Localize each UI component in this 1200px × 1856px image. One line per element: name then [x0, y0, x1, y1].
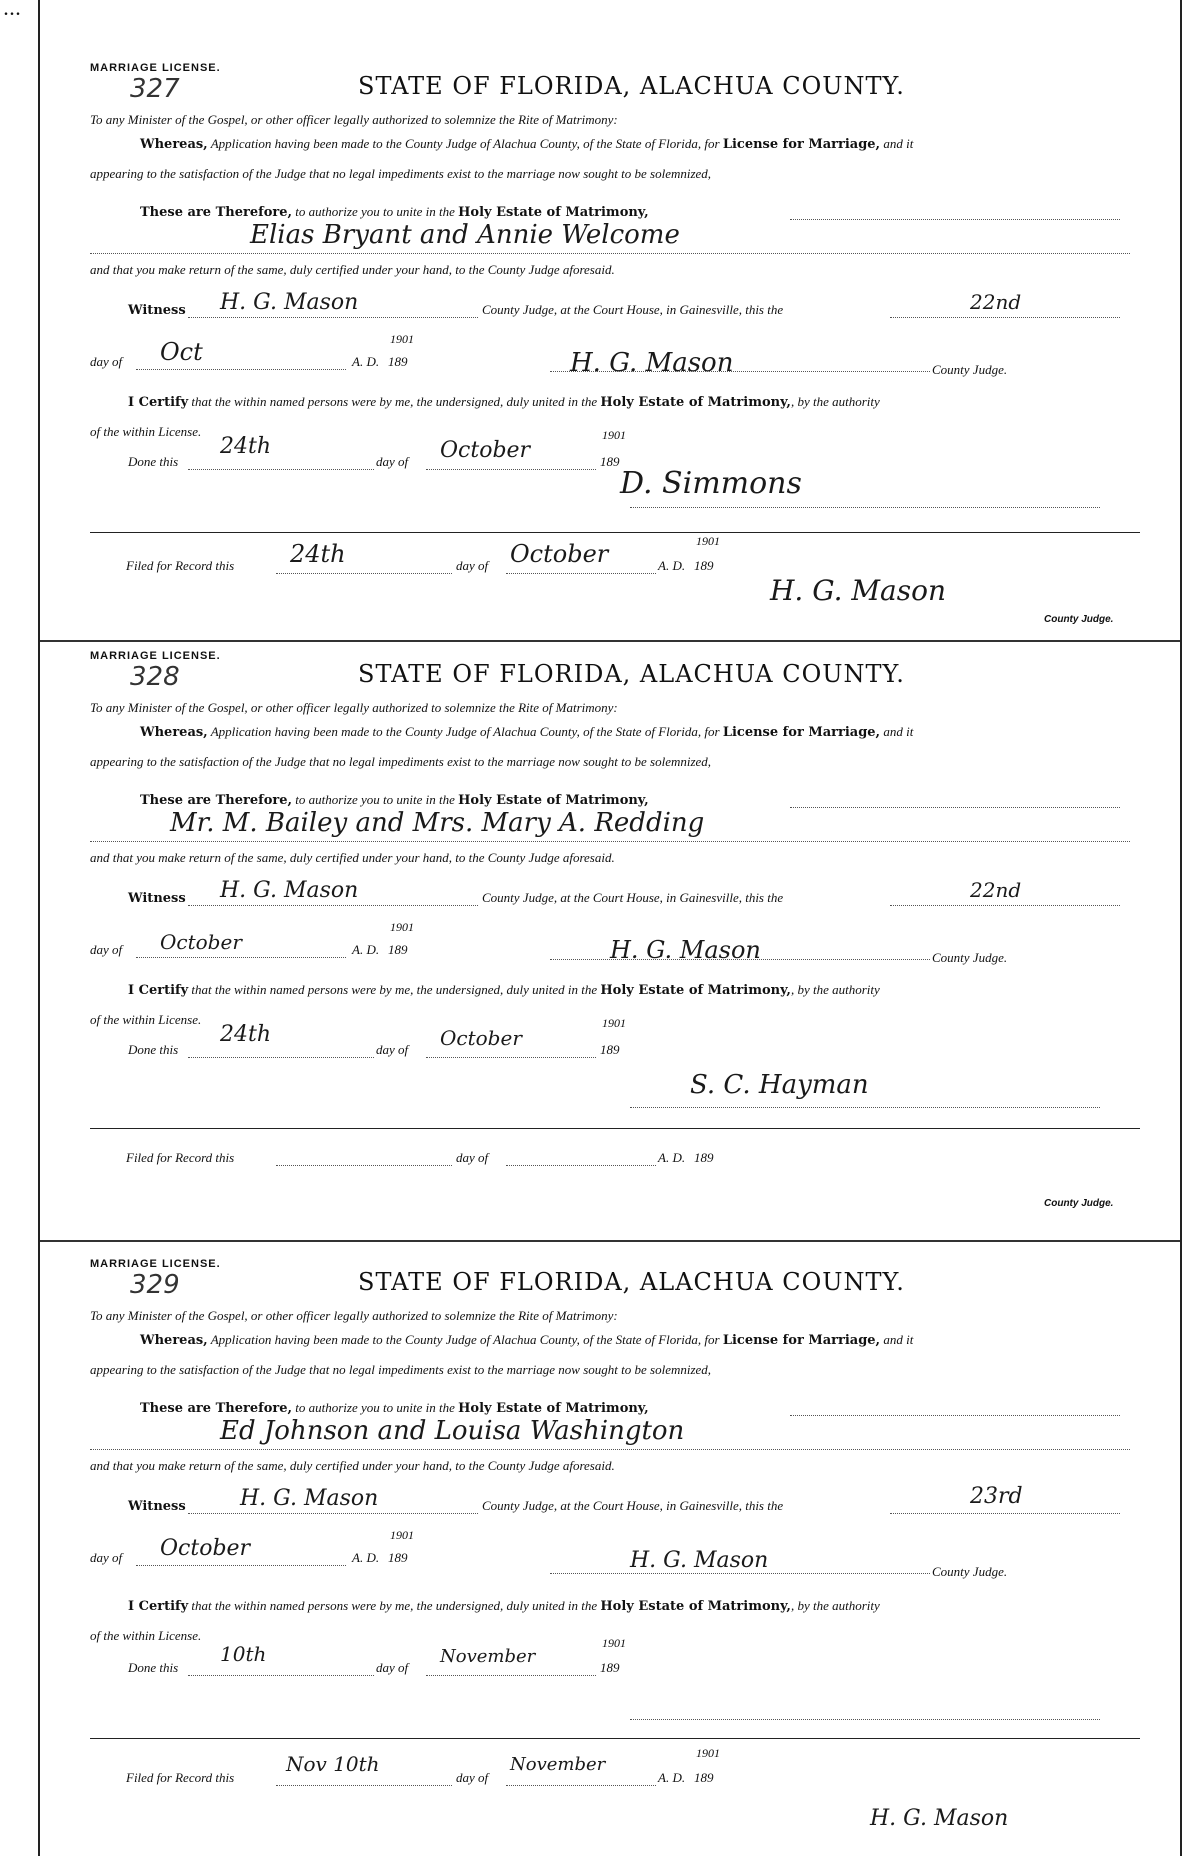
fill-line — [276, 1164, 452, 1166]
ad-label: A. D. — [352, 1550, 380, 1565]
whereas-label: Whereas, — [140, 725, 208, 740]
day-of-label: day of — [456, 1150, 489, 1165]
day-of-label: day of — [456, 1770, 489, 1785]
fill-line — [426, 468, 596, 470]
these-therefore-label: These are Therefore, — [140, 793, 293, 808]
filed-separator — [90, 532, 1140, 533]
certify-text — [128, 1598, 880, 1614]
printed-year: 189 — [388, 354, 408, 369]
whereas-label: Whereas, — [140, 137, 208, 152]
appearing-text: appearing to the satisfaction of the Judge that no legal impediments exist to the marriage now sought to be solemnized, — [90, 1362, 712, 1377]
filed-judge-signature: H. G. Mason — [870, 1806, 1009, 1831]
fill-line — [890, 1512, 1120, 1514]
county-judge-label: County Judge. — [932, 362, 1008, 377]
return-text: and that you make return of the same, duly certified under your hand, to the County Judge aforesaid. — [90, 850, 615, 865]
ad-label: A. D. — [658, 1150, 686, 1165]
judge-signature: H. G. Mason — [570, 348, 734, 378]
filed-for-record-label: Filed for Record this — [126, 1770, 235, 1785]
whereas-end: and it — [880, 136, 914, 151]
issue-day: 22nd — [970, 290, 1022, 314]
printed-year: 189 — [600, 454, 620, 469]
license-for-marriage-label: License for Marriage, — [722, 1333, 881, 1348]
these-therefore-text — [140, 204, 649, 220]
day-of-label: day of — [90, 354, 123, 369]
filed-month: November — [510, 1754, 606, 1775]
certify-text — [128, 394, 880, 410]
certify-label: I Certify — [128, 395, 189, 410]
fill-line — [630, 1718, 1100, 1720]
done-month: October — [440, 438, 531, 463]
ad-label: A. D. — [658, 558, 686, 573]
certify-body: that the within named persons were by me, the undersigned, duly united in the — [188, 1598, 601, 1613]
issue-month: Oct — [160, 338, 203, 366]
witness-body: County Judge, at the Court House, in Gainesville, this the — [482, 890, 784, 905]
ad-label: A. D. — [352, 942, 380, 957]
section-divider — [40, 1240, 1180, 1242]
county-judge-label: County Judge. — [932, 950, 1008, 965]
these-therefore-body: to authorize you to unite in the — [292, 1400, 459, 1415]
of-within-license-text: of the within License. — [90, 1012, 202, 1027]
done-this-label: Done this — [128, 454, 179, 469]
whereas-text — [140, 1332, 913, 1348]
whereas-text — [140, 724, 913, 740]
done-this-label: Done this — [128, 1042, 179, 1057]
whereas-body: Application having been made to the County Judge of Alachua County, of the State of Florida, for — [207, 724, 723, 739]
filed-month: October — [510, 540, 609, 568]
fill-line — [790, 218, 1120, 220]
parties-names: Mr. M. Bailey and Mrs. Mary A. Redding — [170, 808, 705, 838]
holy-estate-label: Holy Estate of Matrimony, — [600, 1599, 791, 1614]
fill-line — [890, 316, 1120, 318]
certify-label: I Certify — [128, 1599, 189, 1614]
fill-line — [550, 370, 930, 372]
issue-year: 1901 — [390, 332, 414, 346]
printed-year: 189 — [600, 1660, 620, 1675]
filed-separator — [90, 1738, 1140, 1739]
fill-line — [136, 1564, 346, 1566]
license-for-marriage-label: License for Marriage, — [722, 137, 881, 152]
fill-line — [506, 1784, 656, 1786]
holy-estate-label: Holy Estate of Matrimony, — [600, 395, 791, 410]
fill-line — [188, 316, 478, 318]
license-heading: STATE OF FLORIDA, ALACHUA COUNTY. — [358, 660, 905, 688]
certify-label: I Certify — [128, 983, 189, 998]
fill-line — [890, 904, 1120, 906]
fill-line — [506, 1164, 656, 1166]
holy-estate-label: Holy Estate of Matrimony, — [458, 1401, 649, 1416]
done-day: 10th — [220, 1642, 267, 1666]
county-judge-small-label: County Judge. — [1044, 614, 1114, 625]
day-of-label: day of — [376, 454, 409, 469]
witness-label: Witness — [128, 1499, 186, 1514]
corner-mark: ... — [4, 2, 22, 19]
county-judge-label: County Judge. — [932, 1564, 1008, 1579]
section-divider — [40, 640, 1180, 642]
filed-day: 24th — [290, 540, 346, 568]
day-of-label: day of — [90, 1550, 123, 1565]
fill-line — [426, 1674, 596, 1676]
witness-body: County Judge, at the Court House, in Gainesville, this the — [482, 1498, 784, 1513]
fill-line — [90, 840, 1130, 842]
whereas-label: Whereas, — [140, 1333, 208, 1348]
filed-for-record-label: Filed for Record this — [126, 558, 235, 573]
witness-body: County Judge, at the Court House, in Gainesville, this the — [482, 302, 784, 317]
to-any-minister-text: To any Minister of the Gospel, or other officer legally authorized to solemnize the Rite of Matrimony: — [90, 112, 618, 127]
printed-year: 189 — [388, 942, 408, 957]
issue-day: 22nd — [970, 878, 1022, 902]
appearing-text: appearing to the satisfaction of the Judge that no legal impediments exist to the marriage now sought to be solemnized, — [90, 166, 712, 181]
fill-line — [136, 956, 346, 958]
these-therefore-body: to authorize you to unite in the — [292, 792, 459, 807]
certify-end: , by the authority — [790, 394, 880, 409]
whereas-body: Application having been made to the County Judge of Alachua County, of the State of Florida, for — [207, 1332, 723, 1347]
these-therefore-label: These are Therefore, — [140, 1401, 293, 1416]
issue-year: 1901 — [390, 1528, 414, 1542]
fill-line — [188, 468, 374, 470]
these-therefore-label: These are Therefore, — [140, 205, 293, 220]
license-heading: STATE OF FLORIDA, ALACHUA COUNTY. — [358, 1268, 905, 1296]
filed-for-record-label: Filed for Record this — [126, 1150, 235, 1165]
ad-label: A. D. — [352, 354, 380, 369]
certify-body: that the within named persons were by me, the undersigned, duly united in the — [188, 394, 601, 409]
return-text: and that you make return of the same, duly certified under your hand, to the County Judge aforesaid. — [90, 1458, 615, 1473]
fill-line — [790, 806, 1120, 808]
done-month: November — [440, 1646, 536, 1667]
fill-line — [630, 1106, 1100, 1108]
return-text: and that you make return of the same, duly certified under your hand, to the County Judge aforesaid. — [90, 262, 615, 277]
whereas-end: and it — [880, 1332, 914, 1347]
witness-signature: H. G. Mason — [240, 1486, 379, 1511]
ad-label: A. D. — [658, 1770, 686, 1785]
done-year: 1901 — [602, 1636, 626, 1650]
to-any-minister-text: To any Minister of the Gospel, or other officer legally authorized to solemnize the Rite of Matrimony: — [90, 1308, 618, 1323]
printed-year: 189 — [388, 1550, 408, 1565]
holy-estate-label: Holy Estate of Matrimony, — [458, 793, 649, 808]
parties-names: Ed Johnson and Louisa Washington — [220, 1416, 685, 1446]
printed-year: 189 — [694, 558, 714, 573]
done-year: 1901 — [602, 1016, 626, 1030]
fill-line — [90, 1448, 1130, 1450]
these-therefore-text — [140, 792, 649, 808]
issue-month: October — [160, 1536, 251, 1561]
done-year: 1901 — [602, 428, 626, 442]
witness-signature: H. G. Mason — [220, 290, 359, 315]
of-within-license-text: of the within License. — [90, 424, 202, 439]
license-heading: STATE OF FLORIDA, ALACHUA COUNTY. — [358, 72, 905, 100]
witness-label: Witness — [128, 303, 186, 318]
day-of-label: day of — [90, 942, 123, 957]
done-day: 24th — [220, 434, 272, 459]
done-day: 24th — [220, 1022, 272, 1047]
holy-estate-label: Holy Estate of Matrimony, — [600, 983, 791, 998]
of-within-license-text: of the within License. — [90, 1628, 202, 1643]
appearing-text: appearing to the satisfaction of the Judge that no legal impediments exist to the marriage now sought to be solemnized, — [90, 754, 712, 769]
fill-line — [790, 1414, 1120, 1416]
fill-line — [188, 1056, 374, 1058]
issue-year: 1901 — [390, 920, 414, 934]
license-label: MARRIAGE LICENSE. — [90, 650, 221, 662]
right-border — [1180, 0, 1182, 1856]
fill-line — [90, 252, 1130, 254]
witness-signature: H. G. Mason — [220, 878, 359, 903]
fill-line — [188, 1674, 374, 1676]
issue-month: October — [160, 930, 242, 954]
fill-line — [276, 1784, 452, 1786]
license-number: 327 — [130, 74, 180, 104]
printed-year: 189 — [694, 1770, 714, 1785]
these-therefore-body: to authorize you to unite in the — [292, 204, 459, 219]
judge-signature: H. G. Mason — [630, 1548, 769, 1573]
filed-year: 1901 — [696, 1746, 720, 1760]
holy-estate-label: Holy Estate of Matrimony, — [458, 205, 649, 220]
fill-line — [550, 958, 930, 960]
certify-body: that the within named persons were by me, the undersigned, duly united in the — [188, 982, 601, 997]
license-label: MARRIAGE LICENSE. — [90, 1258, 221, 1270]
fill-line — [276, 572, 452, 574]
officiant-signature: S. C. Hayman — [690, 1070, 869, 1100]
certify-end: , by the authority — [790, 982, 880, 997]
judge-signature: H. G. Mason — [610, 936, 761, 964]
these-therefore-text — [140, 1400, 649, 1416]
license-number: 329 — [130, 1270, 180, 1300]
certify-text — [128, 982, 880, 998]
filed-separator — [90, 1128, 1140, 1129]
printed-year: 189 — [694, 1150, 714, 1165]
issue-day: 23rd — [970, 1484, 1023, 1509]
fill-line — [550, 1572, 930, 1574]
license-for-marriage-label: License for Marriage, — [722, 725, 881, 740]
fill-line — [426, 1056, 596, 1058]
left-border — [38, 0, 40, 1856]
day-of-label: day of — [376, 1042, 409, 1057]
done-this-label: Done this — [128, 1660, 179, 1675]
witness-label: Witness — [128, 891, 186, 906]
officiant-signature: D. Simmons — [620, 466, 802, 501]
filed-judge-signature: H. G. Mason — [770, 574, 947, 607]
parties-names: Elias Bryant and Annie Welcome — [250, 220, 680, 250]
day-of-label: day of — [456, 558, 489, 573]
to-any-minister-text: To any Minister of the Gospel, or other officer legally authorized to solemnize the Rite of Matrimony: — [90, 700, 618, 715]
whereas-body: Application having been made to the County Judge of Alachua County, of the State of Florida, for — [207, 136, 723, 151]
fill-line — [188, 1512, 478, 1514]
whereas-text — [140, 136, 913, 152]
license-number: 328 — [130, 662, 180, 692]
license-label: MARRIAGE LICENSE. — [90, 62, 221, 74]
filed-year: 1901 — [696, 534, 720, 548]
printed-year: 189 — [600, 1042, 620, 1057]
fill-line — [136, 368, 346, 370]
filed-day: Nov 10th — [286, 1752, 380, 1776]
certify-end: , by the authority — [790, 1598, 880, 1613]
fill-line — [188, 904, 478, 906]
whereas-end: and it — [880, 724, 914, 739]
county-judge-small-label: County Judge. — [1044, 1198, 1114, 1209]
fill-line — [506, 572, 656, 574]
done-month: October — [440, 1026, 522, 1050]
day-of-label: day of — [376, 1660, 409, 1675]
fill-line — [630, 506, 1100, 508]
